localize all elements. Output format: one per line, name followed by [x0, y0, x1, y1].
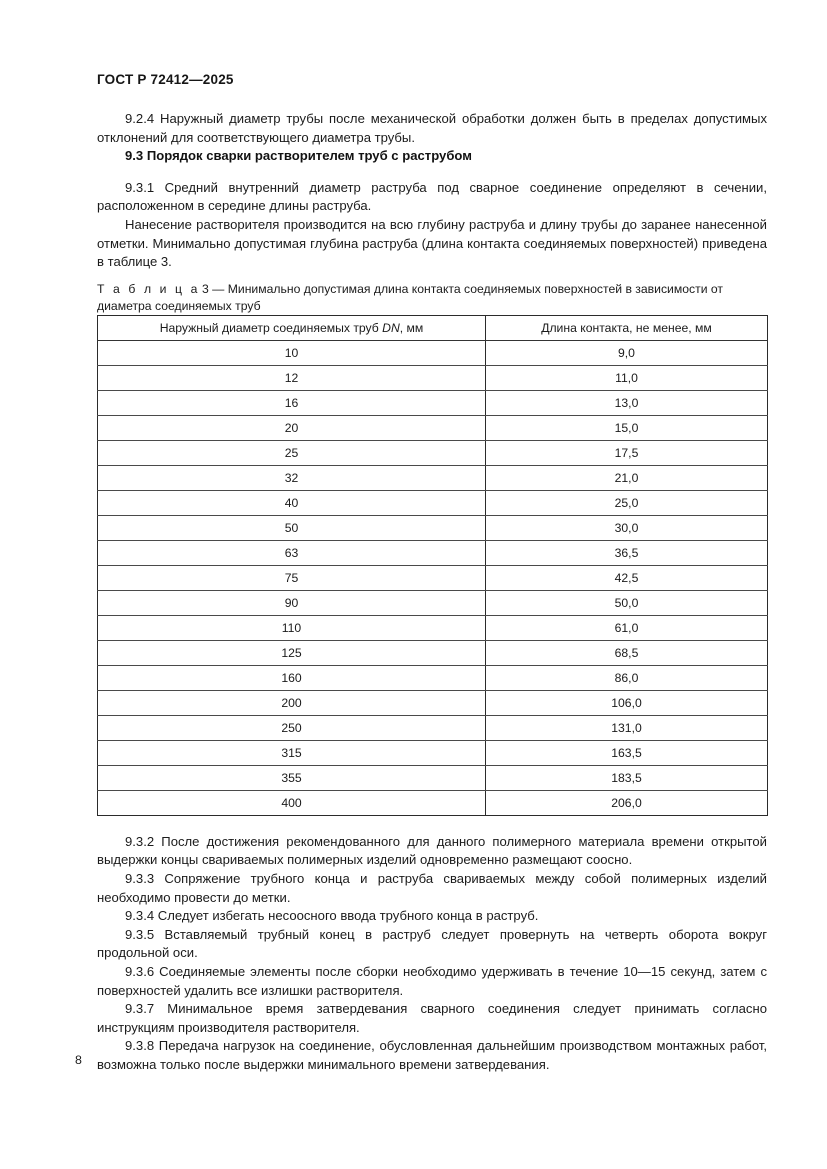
paragraph-9-3-5: 9.3.5 Вставляемый трубный конец в раструб следует провернуть на четверть оборота вокруг продольной оси. — [97, 926, 767, 961]
cell-outer-diameter: 315 — [98, 740, 486, 765]
paragraph-9-3-7: 9.3.7 Минимальное время затвердевания сварного соединения следует принимать согласно инструкциям производителя растворителя. — [97, 1001, 767, 1035]
table-caption-label: Т а б л и ц а — [97, 281, 200, 296]
table-row — [98, 365, 768, 390]
table-row — [98, 490, 768, 515]
cell-contact-length: 30,0 — [486, 515, 768, 540]
cell-outer-diameter: 16 — [98, 390, 486, 415]
table-row — [98, 790, 768, 815]
table-3-head — [98, 315, 768, 340]
table-row — [98, 565, 768, 590]
cell-outer-diameter: 25 — [98, 440, 486, 465]
column-header-outer-diameter-prefix: Наружный диаметр соединяемых труб — [159, 320, 383, 335]
cell-contact-length: 42,5 — [486, 565, 768, 590]
table-row — [98, 715, 768, 740]
cell-outer-diameter: 63 — [98, 540, 486, 565]
cell-contact-length: 11,0 — [486, 365, 768, 390]
cell-contact-length: 50,0 — [486, 590, 768, 615]
paragraph-9-2-4: 9.2.4 Наружный диаметр трубы после механической обработки должен быть в пределах допустимых отклонений для соответствующего диаметра трубы. — [97, 111, 767, 145]
cell-outer-diameter: 355 — [98, 765, 486, 790]
table-row — [98, 640, 768, 665]
paragraph-9-3-8: 9.3.8 Передача нагрузок на соединение, обусловленная дальнейшим производством монтажных работ, возможна только после выдержки минимального времени затвердевания. — [97, 1038, 767, 1072]
paragraph-9-3-6: 9.3.6 Соединяемые элементы после сборки необходимо удерживать в течение 10—15 секунд, затем с поверхностей удалить все излишки растворителя. — [97, 963, 767, 998]
table-header-row — [98, 315, 768, 340]
table-3 — [97, 315, 768, 816]
section-heading-9-3: 9.3 Порядок сварки растворителем труб с раструбом — [125, 148, 472, 164]
table-row — [98, 665, 768, 690]
cell-contact-length: 36,5 — [486, 540, 768, 565]
cell-outer-diameter: 400 — [98, 790, 486, 815]
cell-contact-length: 106,0 — [486, 690, 768, 715]
cell-outer-diameter: 32 — [98, 465, 486, 490]
cell-outer-diameter: 40 — [98, 490, 486, 515]
cell-contact-length: 131,0 — [486, 715, 768, 740]
table-caption-text: — Минимально допустимая длина контакта соединяемых поверхностей в зависимости от диаметра соединяемых труб — [97, 281, 723, 313]
table-row — [98, 740, 768, 765]
cell-contact-length: 183,5 — [486, 765, 768, 790]
cell-outer-diameter: 125 — [98, 640, 486, 665]
cell-outer-diameter: 110 — [98, 615, 486, 640]
cell-outer-diameter: 160 — [98, 665, 486, 690]
column-header-contact-length: Длина контакта, не менее, мм — [486, 315, 768, 340]
table-row — [98, 690, 768, 715]
paragraph-9-3-3: 9.3.3 Сопряжение трубного конца и раструба свариваемых между собой полимерных изделий необходимо провести до метки. — [97, 870, 767, 905]
cell-contact-length: 206,0 — [611, 795, 642, 810]
cell-contact-length: 15,0 — [486, 415, 768, 440]
table-3-body — [98, 340, 768, 815]
table-row — [98, 415, 768, 440]
table-row — [98, 540, 768, 565]
cell-outer-diameter: 10 — [98, 340, 486, 365]
table-row — [98, 440, 768, 465]
cell-outer-diameter: 250 — [98, 715, 486, 740]
paragraph-9-3-4: 9.3.4 Следует избегать несоосного ввода трубного конца в раструб. — [125, 908, 539, 924]
cell-contact-length: 68,5 — [486, 640, 768, 665]
table-3-caption — [97, 281, 767, 315]
column-header-dn-symbol: DN — [382, 320, 400, 335]
cell-outer-diameter: 75 — [98, 565, 486, 590]
cell-contact-length: 21,0 — [486, 465, 768, 490]
paragraph-9-3-2: 9.3.2 После достижения рекомендованного для данного полимерного материала времени открытой выдержки концы свариваемых полимерных изделий одновременно размещают соосно. — [97, 833, 767, 868]
cell-outer-diameter: 200 — [98, 690, 486, 715]
table-row — [98, 765, 768, 790]
cell-outer-diameter: 90 — [98, 590, 486, 615]
cell-contact-length: 61,0 — [486, 615, 768, 640]
cell-contact-length: 13,0 — [486, 390, 768, 415]
table-row — [98, 615, 768, 640]
table-row — [98, 590, 768, 615]
page-number: 8 — [75, 1053, 82, 1067]
cell-contact-length: 86,0 — [486, 665, 768, 690]
table-row — [98, 465, 768, 490]
column-header-outer-diameter — [98, 315, 486, 340]
cell-outer-diameter: 50 — [98, 515, 486, 540]
table-row — [98, 390, 768, 415]
paragraph-solvent-application: Нанесение растворителя производится на всю глубину раструба и длину трубы до заранее нанесенной отметки. Минимально допустимая глубина раструба (длина контакта соединяемых поверхностей) приведена в таблице 3. — [97, 216, 767, 270]
cell-contact-length: 9,0 — [486, 340, 768, 365]
cell-outer-diameter: 20 — [98, 415, 486, 440]
cell-contact-length: 163,5 — [486, 740, 768, 765]
table-row — [98, 515, 768, 540]
post-table-text — [97, 833, 767, 1075]
cell-outer-diameter: 12 — [98, 365, 486, 390]
running-head: ГОСТ Р 72412—2025 — [97, 72, 234, 87]
cell-contact-length: 25,0 — [486, 490, 768, 515]
table-caption-number: 3 — [202, 281, 209, 296]
paragraph-9-3-1: 9.3.1 Средний внутренний диаметр раструба под сварное соединение определяют в сечении, расположенном в середине длины раструба. — [97, 179, 767, 214]
column-header-outer-diameter-suffix: , мм — [399, 320, 424, 335]
cell-contact-length: 17,5 — [486, 440, 768, 465]
table-row — [98, 340, 768, 365]
page-content — [97, 110, 767, 1074]
table-3-block — [97, 281, 767, 816]
